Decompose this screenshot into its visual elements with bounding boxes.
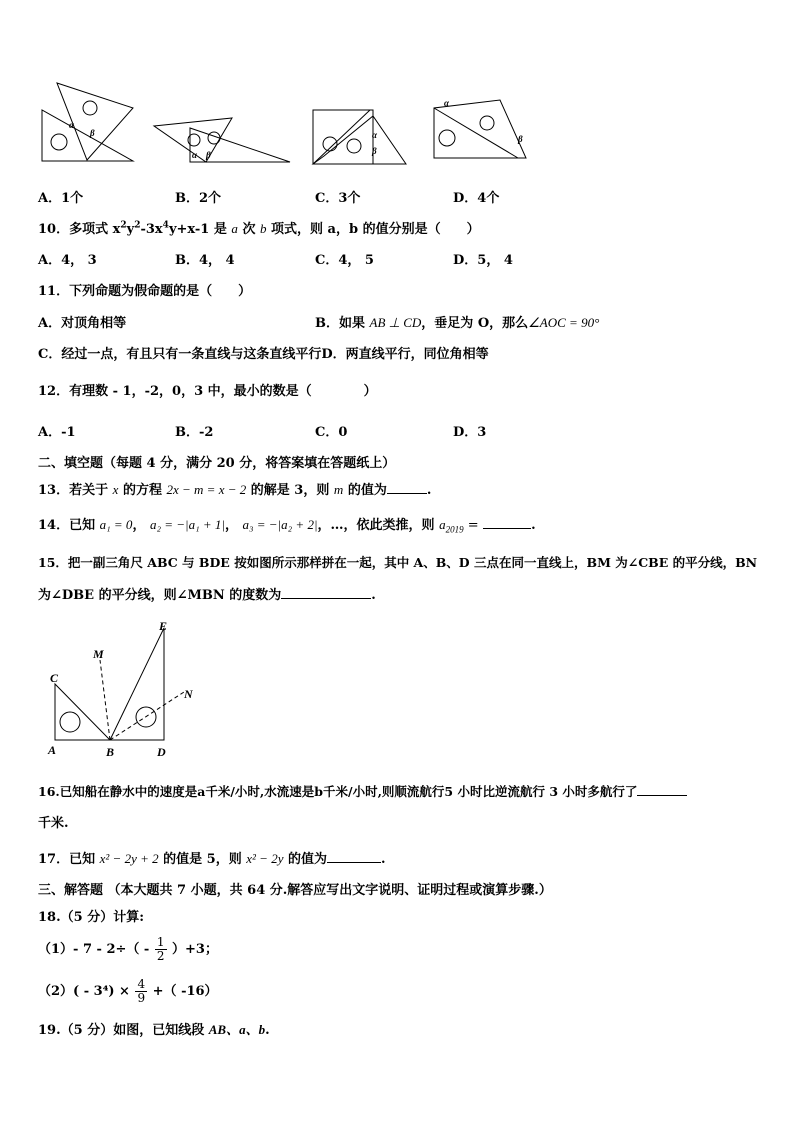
q10-option-c: C．4， 5: [315, 253, 374, 268]
q11-option-d: D．两直线平行，同位角相等: [321, 347, 489, 362]
q17-answer-blank: [327, 849, 381, 863]
section-3-heading: 三、解答题 （本大题共 7 小题，共 64 分.解答应写出文字说明、证明过程或演算步骤.）: [38, 883, 552, 898]
q9-figure-3: [312, 108, 408, 166]
q18-part1: （1）- 7 - 2÷（ - $\frac{1}{2}$ ）+3；: [38, 935, 218, 963]
q12-stem: 12．有理数 - 1，-2，0，3 中，最小的数是（ ）: [38, 384, 377, 399]
q10-option-a: A．4， 3: [38, 253, 97, 268]
q17: 17．已知 x² − 2y + 2 的值是 5，则 x² − 2y 的值为 .: [38, 851, 386, 867]
q16-line1: 16.已知船在静水中的速度是a千米/小时,水流速是b千米/小时,则顺流航行5 小时比逆流航行 3 小时多航行了: [38, 782, 687, 800]
q10-option-d: D．5， 4: [453, 253, 513, 268]
q14: 14．已知 a₁ = 0， a₂ = −|a₁ + 1|， a₃ = −|a₂ + 2|，…，依此类推，则 $a_{2019}$ = .: [38, 517, 536, 535]
q12-option-c: C．0: [315, 425, 348, 440]
q9-option-c: C．3个: [315, 191, 361, 206]
q9-option-d: D．4个: [453, 191, 500, 206]
q12-option-b: B．-2: [175, 425, 214, 440]
q13-answer-blank: [387, 480, 427, 494]
q16-line2: 千米.: [38, 816, 69, 831]
q16-answer-blank: [637, 782, 687, 796]
q11-stem: 11．下列命题为假命题的是（ ）: [38, 284, 252, 299]
q15-answer-blank: [281, 585, 371, 599]
q10-option-b: B．4， 4: [175, 253, 235, 268]
label-d: D: [157, 745, 166, 759]
q13: 13．若关于 x 的方程 2x − m = x − 2 的解是 3，则 m 的值为 .: [38, 482, 432, 498]
beta-label: β: [90, 128, 95, 138]
beta-label: β: [206, 150, 211, 160]
q11-option-a: A．对顶角相等: [38, 316, 127, 331]
q12-option-a: A．-1: [38, 425, 76, 440]
q9-figure-2: [152, 114, 292, 166]
label-b: B: [106, 745, 115, 759]
q10-stem: 10．多项式 $x^2y^2-3x^4y+x-1$ 是 a 次 b 项式，则 a，b 的值分别是（ ）: [38, 220, 480, 237]
q19: 19.（5 分）如图，已知线段 AB、a、b.: [38, 1022, 270, 1038]
label-e: E: [159, 619, 168, 633]
label-c: C: [50, 671, 59, 685]
alpha-label: α: [372, 130, 377, 140]
label-m: M: [93, 647, 104, 661]
section-2-heading: 二、填空题（每题 4 分，满分 20 分，将答案填在答题纸上）: [38, 456, 396, 471]
q11-option-b: B．如果 AB ⊥ CD，垂足为 O，那么∠AOC = 90°: [315, 315, 600, 331]
beta-label: β: [518, 134, 523, 144]
label-n: N: [184, 687, 193, 701]
q9-figure-1: [38, 80, 138, 165]
alpha-label: α: [69, 120, 74, 130]
q9-option-b: B．2个: [175, 191, 222, 206]
q18-part2: （2）( - 3⁴) × $\frac{4}{9}$ +（ -16）: [38, 977, 218, 1005]
label-a: A: [48, 743, 57, 757]
alpha-label: α: [192, 150, 197, 160]
q15-figure: [44, 616, 204, 762]
q9-option-a: A．1个: [38, 191, 84, 206]
q18-title: 18.（5 分）计算:: [38, 910, 144, 925]
q11-option-cd: [38, 343, 489, 362]
alpha-label: α: [444, 98, 449, 108]
q11-option-c: C．经过一点，有且只有一条直线与这条直线平行: [38, 347, 322, 362]
q15-line1: 15．把一副三角尺 ABC 与 BDE 按如图所示那样拼在一起，其中 A、B、D 三点在同一直线上，BM 为∠CBE 的平分线，BN: [38, 555, 758, 570]
q14-answer-blank: [483, 515, 531, 529]
q9-figure-4: [430, 96, 530, 161]
q15-line2: 为∠DBE 的平分线，则∠MBN 的度数为 .: [38, 584, 376, 603]
beta-label: β: [372, 146, 377, 156]
q12-option-d: D．3: [453, 425, 487, 440]
